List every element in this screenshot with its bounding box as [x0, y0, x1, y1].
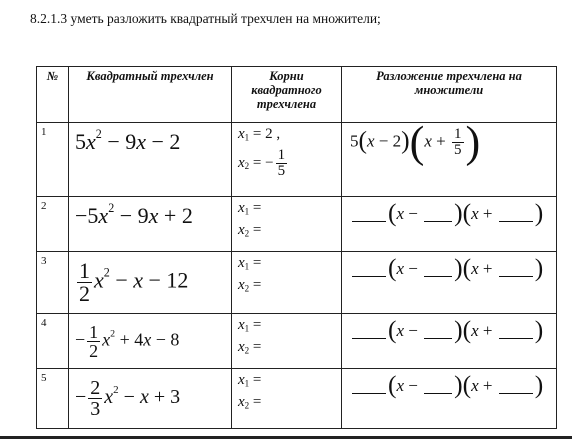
objective-heading: 8.2.1.3 уметь разложить квадратный трехчлен на множители;: [30, 11, 381, 26]
root-2: $x_2$ = − $\frac{1}{5}$: [238, 146, 286, 179]
factorization-cell: (x − )(x + ): [342, 314, 557, 369]
roots-cell: [232, 197, 342, 252]
table-row: [37, 314, 557, 369]
trinomial-cell: $5x^2 - 9x - 2$: [69, 123, 232, 197]
row-number: 3: [37, 252, 69, 314]
roots-cell: [232, 123, 342, 197]
trinomial-cell: $\frac{1}{2}$ $x^2 - x - 12$: [69, 252, 232, 314]
factorization-cell: (x − )(x + ): [342, 197, 557, 252]
trinomial-cell: − $\frac{2}{3}$ $x^2 - x + 3$: [69, 369, 232, 429]
header-number: №: [37, 67, 69, 123]
root-1: $x_1 = 2$ ,: [238, 125, 281, 142]
root-2: $x_2$ =: [238, 338, 262, 355]
bottom-rule: [0, 436, 572, 439]
row-number: 5: [37, 369, 69, 429]
roots-cell: [232, 252, 342, 314]
table-row: [37, 197, 557, 252]
factorization-table: [36, 66, 557, 429]
factorization-cell: (x − )(x + ): [342, 369, 557, 429]
trinomial-cell: − $\frac{1}{2}$ $x^2 + 4x - 8$: [69, 314, 232, 369]
header-factorization: Разложение трехчлена на множители: [342, 67, 557, 123]
root-1: $x_1$ =: [238, 316, 262, 333]
root-2: $x_2$ =: [238, 221, 262, 238]
table-row: [37, 123, 557, 197]
root-2: $x_2$ =: [238, 393, 262, 410]
root-1: $x_1$ =: [238, 254, 262, 271]
row-number: 4: [37, 314, 69, 369]
trinomial-cell: $-5x^2 - 9x + 2$: [69, 197, 232, 252]
table-row: [37, 252, 557, 314]
header-roots: Корни квадратного трехчлена: [232, 67, 342, 123]
factorization-cell: (x − )(x + ): [342, 252, 557, 314]
root-1: $x_1$ =: [238, 199, 262, 216]
table-row: [37, 369, 557, 429]
root-1: $x_1$ =: [238, 371, 262, 388]
roots-cell: [232, 369, 342, 429]
row-number: 2: [37, 197, 69, 252]
row-number: 1: [37, 123, 69, 197]
factorization-cell: 5(x − 2)(x + $\frac{1}{5}$ ): [342, 123, 557, 197]
header-trinomial: Квадратный трехчлен: [69, 67, 232, 123]
header-row: [37, 67, 557, 123]
roots-cell: [232, 314, 342, 369]
root-2: $x_2$ =: [238, 276, 262, 293]
